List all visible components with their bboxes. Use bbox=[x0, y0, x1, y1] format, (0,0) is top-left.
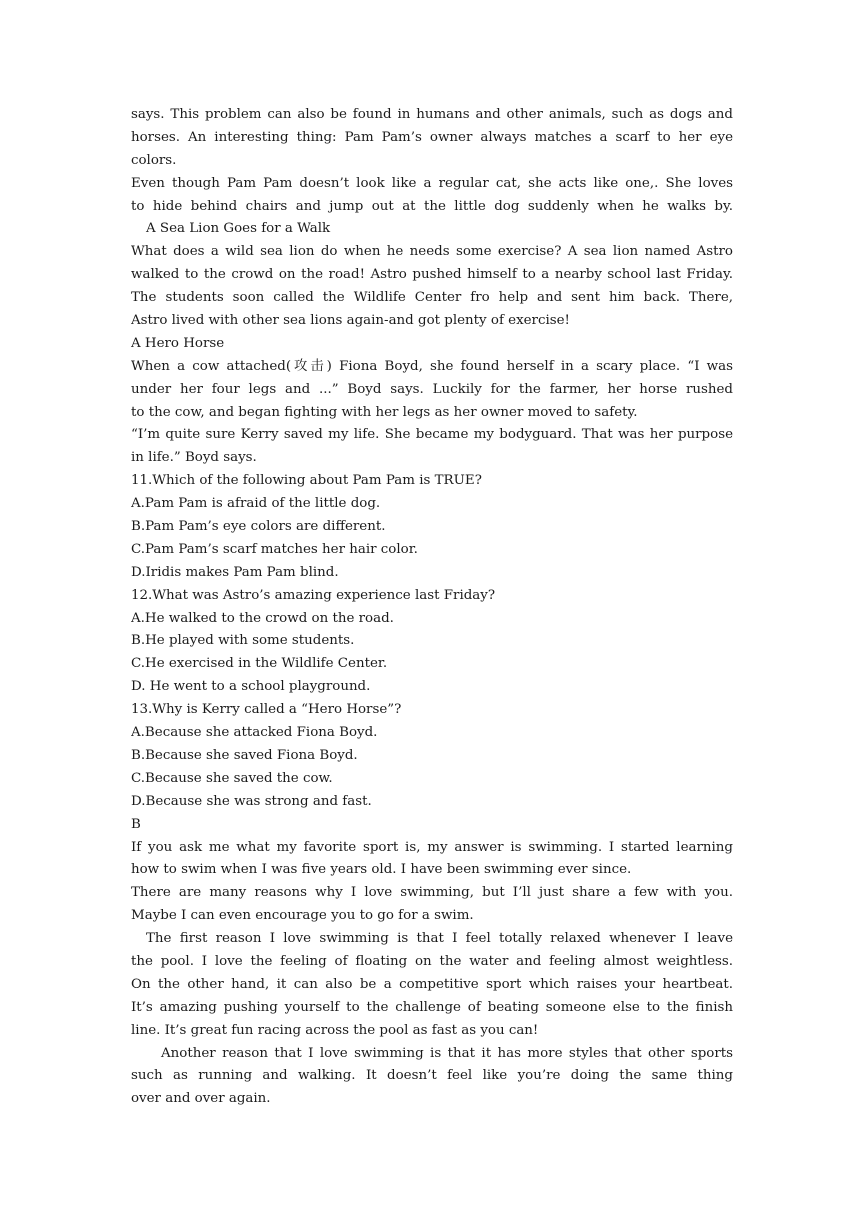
text-line: B.Because she saved Fiona Boyd. bbox=[131, 747, 358, 763]
text-line: On the other hand, it can also be a competitive sport which raises your heartbeat. bbox=[131, 976, 733, 992]
text-line: 12.What was Astro’s amazing experience last Friday? bbox=[131, 587, 496, 603]
text-line: C.He exercised in the Wildlife Center. bbox=[131, 656, 388, 672]
text-line: 11.Which of the following about Pam Pam is TRUE? bbox=[131, 473, 482, 489]
text-line: It’s amazing pushing yourself to the challenge of beating someone else to the finish bbox=[131, 999, 733, 1015]
text-line: Another reason that I love swimming is that it has more styles that other sports bbox=[161, 1045, 733, 1061]
text-line: B.Pam Pam’s eye colors are different. bbox=[131, 519, 386, 535]
text-line: over and over again. bbox=[131, 1091, 271, 1107]
text-line: “I’m quite sure Kerry saved my life. She became my bodyguard. That was her purpose bbox=[131, 427, 733, 443]
text-line: There are many reasons why I love swimming, but I’ll just share a few with you. bbox=[131, 885, 733, 901]
text-line: such as running and walking. It doesn’t feel like you’re doing the same thing bbox=[131, 1068, 733, 1084]
text-line: 13.Why is Kerry called a “Hero Horse”? bbox=[131, 702, 402, 718]
text-line: A.Pam Pam is afraid of the little dog. bbox=[131, 496, 381, 512]
text-line: A.He walked to the crowd on the road. bbox=[131, 610, 394, 626]
text-line: B.He played with some students. bbox=[131, 633, 355, 649]
text-line: D.Because she was strong and fast. bbox=[131, 793, 372, 809]
text-line: in life.” Boyd says. bbox=[131, 450, 257, 466]
text-line: When a cow attached(攻击) Fiona Boyd, she found herself in a scary place. “I was bbox=[131, 358, 733, 374]
text-line: how to swim when I was five years old. I have been swimming ever since. bbox=[131, 862, 632, 878]
text-line: the pool. I love the feeling of floating on the water and feeling almost weightless. bbox=[131, 953, 733, 969]
text-line: If you ask me what my favorite sport is, my answer is swimming. I started learning bbox=[131, 839, 733, 855]
text-line: Even though Pam Pam doesn’t look like a regular cat, she acts like one,. She loves bbox=[131, 175, 733, 191]
text-line: A.Because she attacked Fiona Boyd. bbox=[131, 725, 378, 741]
text-line: The first reason I love swimming is that I feel totally relaxed whenever I leave bbox=[146, 931, 733, 947]
text-line: A Hero Horse bbox=[131, 335, 225, 351]
text-line: What does a wild sea lion do when he needs some exercise? A sea lion named Astro bbox=[131, 244, 733, 260]
text-line: horses. An interesting thing: Pam Pam’s owner always matches a scarf to her eye bbox=[131, 129, 733, 145]
text-line: walked to the crowd on the road! Astro pushed himself to a nearby school last Friday. bbox=[131, 267, 733, 283]
text-line: to the cow, and began fighting with her legs as her owner moved to safety. bbox=[131, 404, 638, 420]
text-line: says. This problem can also be found in humans and other animals, such as dogs and bbox=[131, 107, 733, 122]
text-line: C.Because she saved the cow. bbox=[131, 770, 333, 786]
document-page bbox=[131, 104, 733, 1111]
text-line: to hide behind chairs and jump out at the little dog suddenly when he walks by. bbox=[131, 198, 733, 214]
text-line: D.Iridis makes Pam Pam blind. bbox=[131, 564, 339, 580]
text-line: C.Pam Pam’s scarf matches her hair color. bbox=[131, 541, 418, 557]
text-line: The students soon called the Wildlife Center fro help and sent him back. There, bbox=[131, 290, 733, 306]
text-line: under her four legs and ...” Boyd says. Luckily for the farmer, her horse rushed bbox=[131, 381, 733, 397]
text-line: colors. bbox=[131, 152, 177, 168]
text-line: line. It’s great fun racing across the pool as fast as you can! bbox=[131, 1022, 539, 1038]
text-line: Maybe I can even encourage you to go for a swim. bbox=[131, 908, 474, 924]
text-line: D. He went to a school playground. bbox=[131, 679, 371, 695]
text-line: B bbox=[131, 816, 141, 832]
text-line: Astro lived with other sea lions again-and got plenty of exercise! bbox=[131, 313, 570, 329]
text-line: A Sea Lion Goes for a Walk bbox=[146, 221, 331, 237]
